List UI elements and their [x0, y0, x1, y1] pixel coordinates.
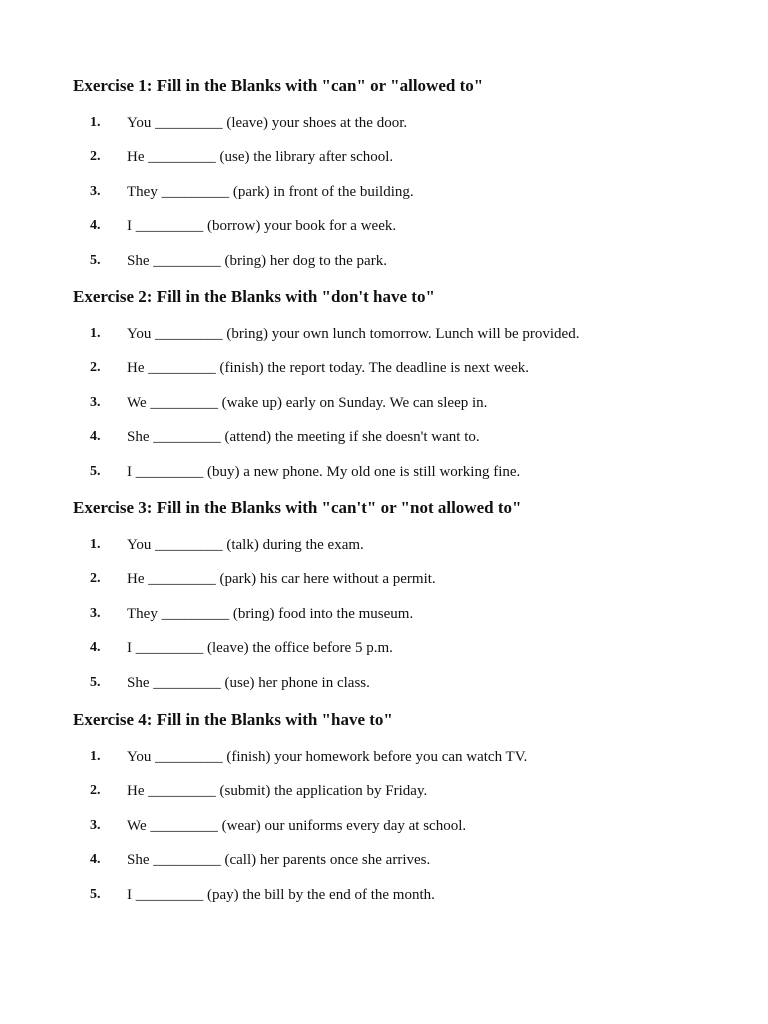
exercise-item — [73, 422, 733, 456]
item-number: 4. — [90, 429, 101, 445]
exercise-item — [73, 742, 733, 776]
item-text: She _________ (call) her parents once she arrives. — [127, 852, 431, 869]
item-text: We _________ (wake up) early on Sunday. We can sleep in. — [127, 394, 488, 411]
item-number: 5. — [90, 252, 101, 268]
exercise-items — [73, 319, 733, 491]
item-text: You _________ (talk) during the exam. — [127, 537, 364, 553]
item-number: 4. — [90, 852, 101, 868]
exercise-item — [73, 108, 733, 142]
exercise-item — [73, 845, 733, 879]
exercise-title: Exercise 3: Fill in the Blanks with "can't" or "not allowed to" — [73, 498, 522, 517]
item-text: I _________ (borrow) your book for a week. — [127, 218, 397, 235]
item-number: 2. — [90, 783, 101, 799]
exercise-items — [73, 742, 733, 914]
item-text: She _________ (bring) her dog to the park. — [127, 252, 387, 269]
exercise-item — [73, 388, 733, 422]
exercise-item — [73, 177, 733, 211]
item-number: 5. — [90, 886, 101, 902]
exercise-item — [73, 811, 733, 845]
item-text: I _________ (buy) a new phone. My old one is still working fine. — [127, 463, 521, 480]
item-text: You _________ (leave) your shoes at the door. — [127, 115, 408, 131]
exercise-items — [73, 108, 733, 280]
exercise-item — [73, 776, 733, 810]
exercise-item — [73, 457, 733, 491]
item-number: 5. — [90, 674, 101, 690]
item-number: 2. — [90, 360, 101, 376]
exercise-item — [73, 530, 733, 564]
exercise-item — [73, 353, 733, 387]
item-number: 3. — [90, 605, 101, 621]
item-text: They _________ (park) in front of the building. — [127, 183, 414, 200]
item-text: I _________ (pay) the bill by the end of the month. — [127, 886, 435, 903]
item-text: He _________ (use) the library after school. — [127, 149, 394, 166]
exercise-4 — [73, 708, 733, 914]
item-text: He _________ (finish) the report today. The deadline is next week. — [127, 360, 529, 377]
exercise-item — [73, 599, 733, 633]
item-number: 5. — [90, 463, 101, 479]
exercise-item — [73, 319, 733, 353]
item-text: You _________ (bring) your own lunch tomorrow. Lunch will be provided. — [127, 326, 580, 342]
item-number: 2. — [90, 571, 101, 587]
item-number: 1. — [90, 749, 101, 764]
exercise-title: Exercise 1: Fill in the Blanks with "can" or "allowed to" — [73, 76, 484, 95]
item-text: You _________ (finish) your homework before you can watch TV. — [127, 749, 528, 765]
exercise-item — [73, 880, 733, 914]
exercise-item — [73, 668, 733, 702]
exercise-1 — [73, 74, 733, 280]
exercise-item — [73, 142, 733, 176]
exercise-3 — [73, 496, 733, 702]
item-number: 3. — [90, 394, 101, 410]
item-number: 1. — [90, 326, 101, 341]
item-text: They _________ (bring) food into the museum. — [127, 605, 414, 622]
exercise-item — [73, 211, 733, 245]
item-number: 3. — [90, 183, 101, 199]
item-number: 4. — [90, 640, 101, 656]
item-text: She _________ (attend) the meeting if she doesn't want to. — [127, 429, 480, 446]
item-number: 4. — [90, 218, 101, 234]
item-text: She _________ (use) her phone in class. — [127, 674, 370, 691]
item-text: We _________ (wear) our uniforms every day at school. — [127, 817, 467, 834]
item-number: 1. — [90, 537, 101, 552]
item-text: He _________ (park) his car here without a permit. — [127, 571, 436, 588]
exercise-item — [73, 564, 733, 598]
item-number: 1. — [90, 115, 101, 130]
exercise-title: Exercise 4: Fill in the Blanks with "have to" — [73, 710, 393, 729]
exercise-title: Exercise 2: Fill in the Blanks with "don't have to" — [73, 287, 435, 306]
exercise-items — [73, 530, 733, 702]
item-text: He _________ (submit) the application by Friday. — [127, 783, 428, 800]
exercise-item — [73, 633, 733, 667]
item-text: I _________ (leave) the office before 5 p.m. — [127, 640, 393, 657]
exercise-2 — [73, 285, 733, 491]
exercise-item — [73, 246, 733, 280]
item-number: 3. — [90, 817, 101, 833]
item-number: 2. — [90, 149, 101, 165]
